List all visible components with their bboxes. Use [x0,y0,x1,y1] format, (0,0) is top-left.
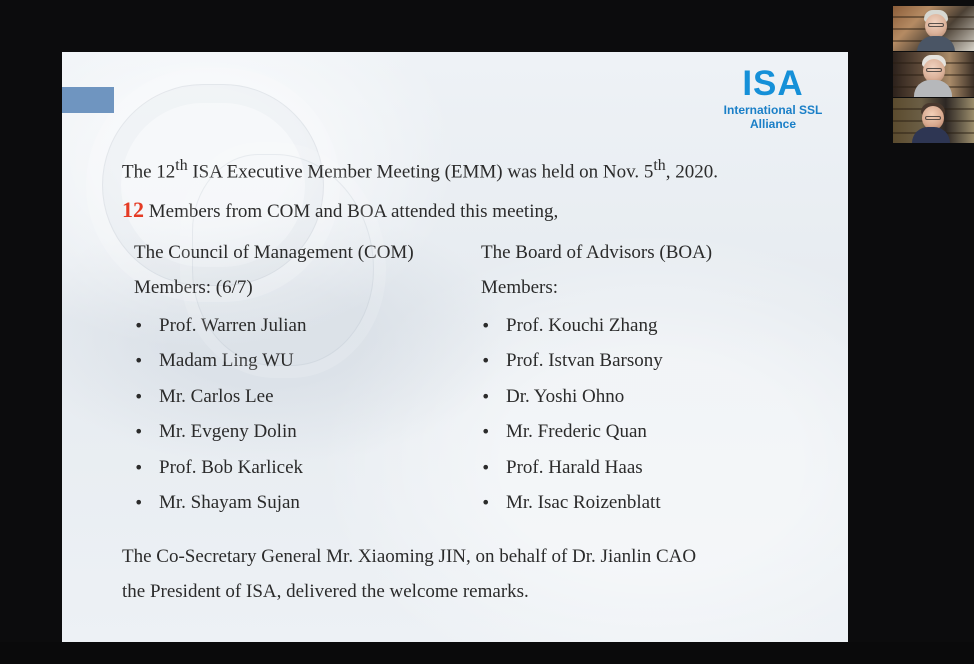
bullet-icon: • [481,386,491,406]
attendance-summary [122,196,558,226]
welcome-remarks-text [122,539,822,609]
meeting-bottom-bar [0,642,974,664]
participant-video-tile[interactable] [893,6,974,51]
council-member-item [134,485,474,520]
council-member-name: Madam Ling WU [159,350,294,372]
advisor-member-name: Prof. Kouchi Zhang [506,315,658,336]
bullet-icon: • [481,492,491,512]
advisors-title: The Board of Advisors (BOA) [481,242,713,263]
participant-video-tile[interactable] [893,98,974,143]
participant-glasses [926,68,942,72]
advisor-member-name: Mr. Isac Roizenblatt [506,491,661,513]
advisor-member-item [481,343,821,378]
advisor-member-item [481,379,821,414]
council-title: The Council of Management (COM) [134,242,414,263]
bullet-icon: • [134,386,144,406]
bullet-icon: • [134,316,144,335]
advisors-member-list [481,308,821,520]
intro-middle-text: ISA Executive Member Meeting (EMM) was held on Nov. 5 [187,161,654,183]
advisor-member-name: Prof. Harald Haas [506,456,643,478]
isa-logo-tagline: International SSL Alliance [723,103,823,131]
bullet-icon: • [134,422,144,442]
advisors-members-column [481,238,821,520]
council-member-count: Members: (6/7) [134,277,253,298]
bullet-icon: • [134,457,144,477]
intro-prefix: The 12 [122,161,176,183]
participant-body [917,36,955,51]
bullet-icon: • [481,457,491,477]
advisor-member-item [481,485,821,520]
intro-ordinal-suffix: th [175,157,188,174]
welcome-remarks-line-1: The Co-Secretary General Mr. Xiaoming JIN, on behalf of Dr. Jianlin CAO [122,546,697,567]
council-member-item [134,414,474,449]
participant-body [914,80,952,97]
isa-logo-mark: ISA [742,64,804,103]
participant-glasses [925,116,941,120]
council-member-name: Mr. Carlos Lee [159,385,274,407]
welcome-remarks-line-2: the President of ISA, delivered the welcome remarks. [122,581,529,602]
bullet-icon: • [481,316,491,335]
council-member-name: Prof. Warren Julian [159,315,307,336]
bullet-icon: • [134,492,144,512]
bullet-icon: • [481,351,491,371]
council-member-name: Prof. Bob Karlicek [159,456,304,478]
intro-date-suffix: th [653,157,666,174]
advisor-member-name: Mr. Frederic Quan [506,421,647,443]
council-members-column [134,238,474,520]
council-member-item [134,379,474,414]
participant-video-strip [893,6,974,142]
advisor-member-item [481,308,821,343]
shared-presentation-slide [62,52,848,642]
advisors-member-label: Members: [481,277,559,298]
intro-end-text: , 2020. [665,161,718,183]
advisor-member-item [481,450,821,485]
participant-body [912,127,950,143]
advisor-member-name: Dr. Yoshi Ohno [506,385,625,407]
bullet-icon: • [134,351,144,371]
advisor-member-item [481,414,821,449]
council-member-item [134,308,474,343]
slide-accent-bar [62,87,114,113]
isa-logo [700,64,846,131]
bullet-icon: • [481,422,491,442]
meeting-intro-text [122,153,718,185]
council-member-list [134,308,474,520]
council-member-item [134,450,474,485]
council-member-name: Mr. Shayam Sujan [159,491,300,513]
council-member-name: Mr. Evgeny Dolin [159,421,297,443]
attendance-count: 12 [122,197,144,222]
participant-video-tile[interactable] [893,52,974,97]
council-member-item [134,343,474,378]
participant-glasses [928,23,944,27]
advisor-member-name: Prof. Istvan Barsony [506,350,663,372]
attendance-text: Members from COM and BOA attended this meeting, [144,201,559,222]
